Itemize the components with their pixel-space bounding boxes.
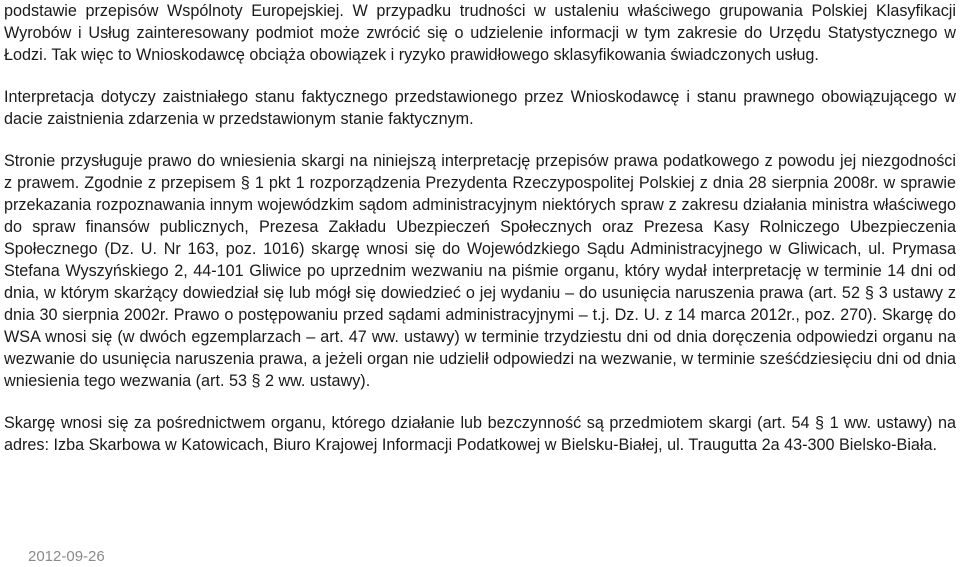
footer-date: 2012-09-26 xyxy=(28,548,105,565)
paragraph-appeal-address: Skargę wnosi się za pośrednictwem organu, którego działanie lub bezczynność są przedmiotem skargi (art. 54 § 1 ww. ustawy) na adres: Izba Skarbowa w Katowicach, Biuro Krajowej Informacji Podatkowej w Bielsku-Białej, ul. Traugutta 2a 43-300 Bielsko-Biała. xyxy=(4,414,956,454)
paragraph-appeal-rights: Stronie przysługuje prawo do wniesienia skargi na niniejszą interpretację przepisów prawa podatkowego z powodu jej niezgodności z prawem. Zgodnie z przepisem § 1 pkt 1 rozporządzenia Prezydenta Rzeczypospolitej Polskiej z dnia 28 sierpnia 2008r. w sprawie przekazania rozpoznawania innym wojewódzkim sądom administracyjnym niektórych spraw z zakresu działania ministra właściwego do spraw finansów publicznych, Prezesa Zakładu Ubezpieczeń Społecznych oraz Prezesa Kasy Rolniczego Ubezpieczenia Społecznego (Dz. U. Nr 163, poz. 1016) skargę wnosi się do Wojewódzkiego Sądu Administracyjnego w Gliwicach, ul. Prymasa Stefana Wyszyńskiego 2, 44-101 Gliwice po uprzednim wezwaniu na piśmie organu, który wydał interpretację w terminie 14 dni od dnia, w którym skarżący dowiedział się lub mógł się dowiedzieć o jej wydaniu – do usunięcia naruszenia prawa (art. 52 § 3 ustawy z dnia 30 sierpnia 2002r. Prawo o postępowaniu przed sądami administracyjnymi – t.j. Dz. U. z 14 marca 2012r., poz. 270). Skargę do WSA wnosi się (w dwóch egzemplarzach – art. 47 ww. ustawy) w terminie trzydziestu dni od dnia doręczenia odpowiedzi organu na wezwanie do usunięcia naruszenia prawa, a jeżeli organ nie udzielił odpowiedzi na wezwanie, w terminie sześćdziesięciu dni od dnia wniesienia tego wezwania (art. 53 § 2 ww. ustawy). xyxy=(4,152,956,390)
paragraph-classification-note: podstawie przepisów Wspólnoty Europejskiej. W przypadku trudności w ustaleniu właściwego grupowania Polskiej Klasyfikacji Wyrobów i Usług zainteresowany podmiot może zwrócić się o udzielenie informacji w tym zakresie do Urzędu Statystycznego w Łodzi. Tak więc to Wnioskodawcę obciąża obowiązek i ryzyko prawidłowego sklasyfikowania świadczonych usług. xyxy=(4,2,956,64)
document-body xyxy=(4,0,956,456)
paragraph-interpretation-scope: Interpretacja dotyczy zaistniałego stanu faktycznego przedstawionego przez Wnioskodawcę i stanu prawnego obowiązującego w dacie zaistnienia zdarzenia w przedstawionym stanie faktycznym. xyxy=(4,88,956,128)
